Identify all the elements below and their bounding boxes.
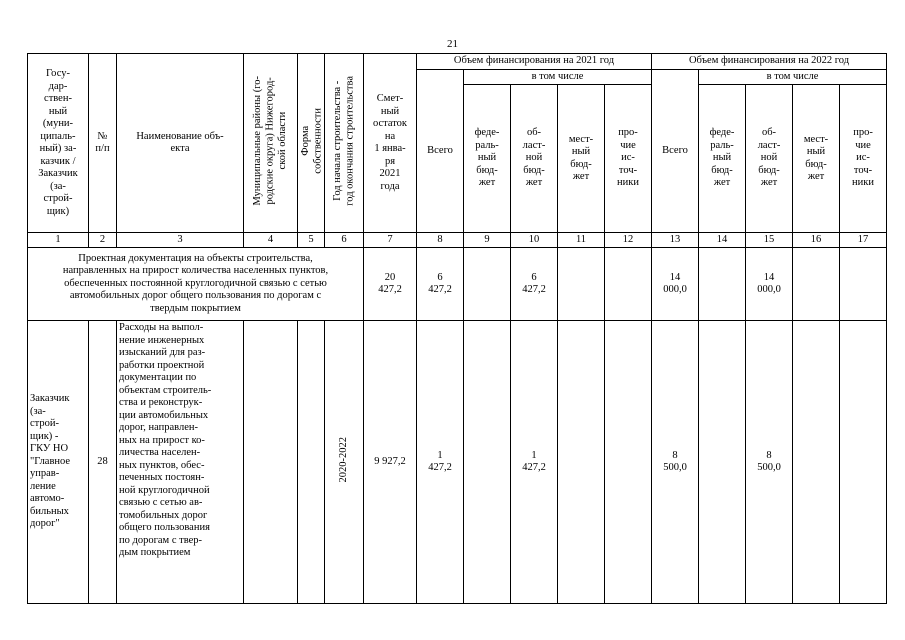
row-other-2022 — [840, 321, 887, 604]
header-years-cell — [325, 54, 364, 233]
column-number: 13 — [652, 233, 699, 248]
header-federal-2022: феде- раль- ный бюд- жет — [699, 85, 746, 233]
row-districts — [244, 321, 298, 604]
section-local-2022 — [793, 248, 840, 321]
header-regional-2021: об- ласт- ной бюд- жет — [511, 85, 558, 233]
header-districts: Муниципальные районы (го- родские округа) Нижегород- ской области — [251, 75, 288, 206]
column-number: 10 — [511, 233, 558, 248]
section-title: Проектная документация на объекты строительства, направленных на прирост количества населенных пунктов, обеспеченных постоянной круглогодичной связью с сетью автомобильных дорог общего пользования по дорогам с твердым покрытием — [28, 248, 364, 321]
header-ownership: Форма собственности — [300, 107, 324, 174]
header-local-2021: мест- ный бюд- жет — [558, 85, 605, 233]
header-object-name: Наименование объ- екта — [117, 54, 244, 233]
section-federal-2022 — [699, 248, 746, 321]
row-total-2022: 8 500,0 — [652, 321, 699, 604]
row-regional-2021: 1 427,2 — [511, 321, 558, 604]
header-number: № п/п — [89, 54, 117, 233]
section-total-2021: 6 427,2 — [417, 248, 464, 321]
section-regional-2021: 6 427,2 — [511, 248, 558, 321]
column-number: 9 — [464, 233, 511, 248]
row-years: 2020-2022 — [337, 437, 349, 483]
row-ownership — [298, 321, 325, 604]
column-number: 7 — [364, 233, 417, 248]
column-number: 3 — [117, 233, 244, 248]
header-including-2021: в том числе — [464, 69, 652, 85]
column-number: 5 — [298, 233, 325, 248]
header-regional-2022: об- ласт- ной бюд- жет — [746, 85, 793, 233]
column-number: 15 — [746, 233, 793, 248]
section-other-2022 — [840, 248, 887, 321]
header-including-2022: в том числе — [699, 69, 887, 85]
header-total-2022: Всего — [652, 69, 699, 233]
header-remainder: Смет- ный остаток на 1 янва- ря 2021 года — [364, 54, 417, 233]
row-other-2021 — [605, 321, 652, 604]
column-number: 1 — [28, 233, 89, 248]
column-number: 16 — [793, 233, 840, 248]
header-other-2021: про- чие ис- точ- ники — [605, 85, 652, 233]
section-total-2022: 14 000,0 — [652, 248, 699, 321]
header-customer: Госу- дар- ствен- ный (муни- ципаль- ный) за- казчик / Заказчик (за- строй- щик) — [28, 54, 89, 233]
row-years-cell — [325, 321, 364, 604]
header-total-2021: Всего — [417, 69, 464, 233]
section-other-2021 — [605, 248, 652, 321]
row-local-2021 — [558, 321, 605, 604]
header-districts-cell — [244, 54, 298, 233]
header-financing-2021: Объем финансирования на 2021 год — [417, 54, 652, 70]
row-federal-2021 — [464, 321, 511, 604]
page-number: 21 — [447, 38, 458, 50]
section-federal-2021 — [464, 248, 511, 321]
column-number: 4 — [244, 233, 298, 248]
column-number: 6 — [325, 233, 364, 248]
header-financing-2022: Объем финансирования на 2022 год — [652, 54, 887, 70]
header-federal-2021: феде- раль- ный бюд- жет — [464, 85, 511, 233]
financing-table — [27, 53, 887, 604]
row-customer: Заказчик (за- строй- щик) - ГКУ НО "Главное управ- ление автомо- бильных дорог" — [28, 321, 89, 604]
row-number: 28 — [89, 321, 117, 604]
section-regional-2022: 14 000,0 — [746, 248, 793, 321]
row-regional-2022: 8 500,0 — [746, 321, 793, 604]
column-number: 11 — [558, 233, 605, 248]
column-number: 2 — [89, 233, 117, 248]
row-remainder: 9 927,2 — [364, 321, 417, 604]
column-number: 12 — [605, 233, 652, 248]
header-years: Год начала строительства - год окончания строительства — [331, 75, 355, 206]
header-ownership-cell — [298, 54, 325, 233]
column-number: 8 — [417, 233, 464, 248]
header-local-2022: мест- ный бюд- жет — [793, 85, 840, 233]
column-number: 17 — [840, 233, 887, 248]
row-total-2021: 1 427,2 — [417, 321, 464, 604]
header-other-2022: про- чие ис- точ- ники — [840, 85, 887, 233]
row-federal-2022 — [699, 321, 746, 604]
section-remainder: 20 427,2 — [364, 248, 417, 321]
row-object-name: Расходы на выпол- нение инженерных изысканий для раз- работки проектной документации по объектам строитель- ства и реконструк- ции автомобильных дорог, направлен- ных на прирост ко- личества населен- ных пунктов, обес- печенных постоян- ной круглогодичной связью с сетью ав- томобильных дорог общего пользования по дорогам с твер- дым покрытием — [117, 321, 244, 604]
section-local-2021 — [558, 248, 605, 321]
column-number: 14 — [699, 233, 746, 248]
row-local-2022 — [793, 321, 840, 604]
